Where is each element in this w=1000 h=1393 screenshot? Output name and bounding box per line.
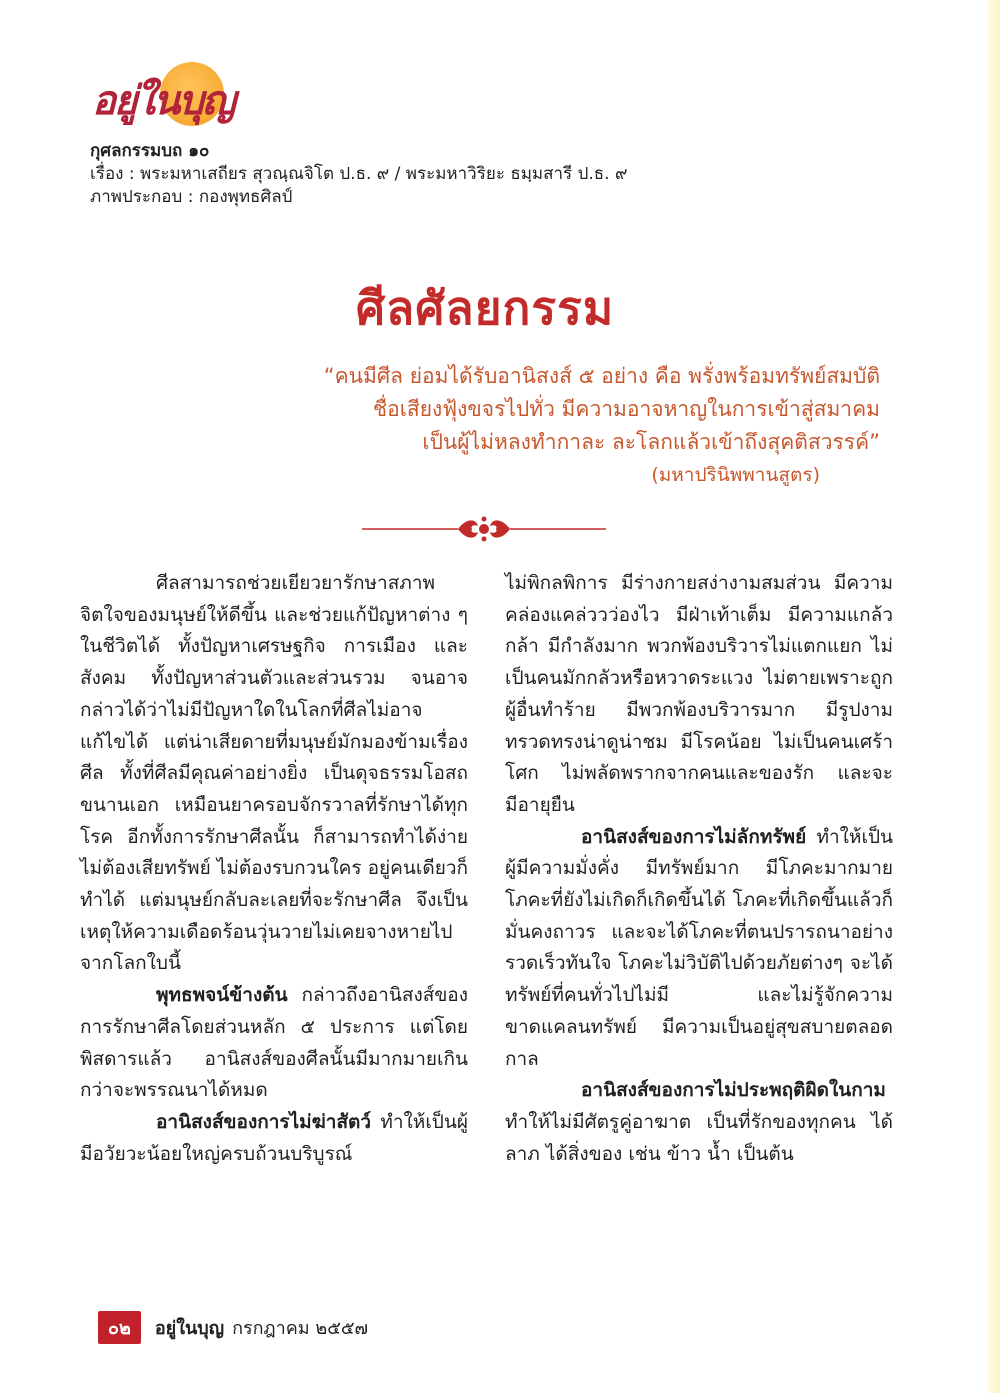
quote-line-2: ชื่อเสียงฟุ้งขจรไปทั่ว มีความอาจหาญในการเข้าสู่สมาคม [372,397,880,421]
paragraph-no-misconduct-heading [505,1075,893,1107]
body-column-left [80,568,468,1170]
author-line: เรื่อง : พระมหาเสถียร สุวณฺณจิโต ป.ธ. ๙ / พระมหาวิริยะ ธมฺมสารี ป.ธ. ๙ [90,164,628,184]
illustration-credit: ภาพประกอบ : กองพุทธศิลป์ [90,187,293,207]
quote-line-1: “คนมีศีล ย่อมได้รับอานิสงส์ ๕ อย่าง คือ พรั่งพร้อมทรัพย์สมบัติ [323,364,880,388]
footer-issue-date: กรกฎาคม ๒๕๕๗ [232,1317,369,1339]
section-name: กุศลกรรมบถ ๑๐ [90,141,210,161]
paragraph-no-stealing [505,822,893,1076]
article-meta [90,140,627,209]
logo-text: อยู่ในบุญ [92,77,234,124]
article-title: ศีลศัลยกรรม [355,281,615,335]
paragraph-no-killing [80,1107,468,1170]
paragraph-no-killing-continued: ไม่พิกลพิการ มีร่างกายสง่างามสมส่วน มีความคล่องแคล่ววว่องไว มีฝ่าเท้าเต็ม มีความแกล้วกล้า มีกำลังมาก พวกพ้องบริวารไม่แตกแยก ไม่เป็นคนมักกลัวหรือหวาดระแวง ไม่ตายเพราะถูกผู้อื่นทำร้าย มีพวกพ้องบริวารมาก มีรูปงาม ทรวดทรงน่าดูน่าชม มีโรคน้อย ไม่เป็นคนเศร้าโศก ไม่พลัดพรากจากคนและของรัก และจะมีอายุยืน [505,572,893,816]
highlight-no-stealing: อานิสงส์ของการไม่ลักทรัพย์ [581,825,807,848]
highlight-no-killing: อานิสงส์ของการไม่ฆ่าสัตว์ [156,1110,372,1133]
page-footer [98,1313,368,1341]
quote-line-3: เป็นผู้ไม่หลงทำกาละ ละโลกแล้วเข้าถึงสุคติสวรรค์” [422,430,880,454]
paragraph-buddha-words [80,980,468,1107]
magazine-logo [92,58,232,130]
highlight-buddha-words: พุทธพจน์ข้างต้น [156,984,288,1007]
paragraph-buddha-words-text: กล่าวถึงอานิสงส์ของการรักษาศีลโดยส่วนหลัก ๕ ประการ แต่โดยพิสดารแล้ว อานิสงส์ของศีลนั้นมีมากมายเกินกว่าจะพรรณนาได้หมด [80,984,468,1102]
highlight-no-misconduct: อานิสงส์ของการไม่ประพฤติผิดในกาม [581,1079,886,1102]
opening-quote [90,360,880,492]
body-column-right [505,568,893,1170]
paragraph-no-killing-text: ทำให้เป็นผู้มีอวัยวะน้อยใหญ่ครบถ้วนบริบูรณ์ [80,1110,468,1165]
page-number-badge: ๐๒ [98,1311,141,1344]
paragraph-no-stealing-text: ทำให้เป็นผู้มีความมั่งคั่ง มีทรัพย์มาก มีโภคะมากมาย โภคะที่ยังไม่เกิดก็เกิดขึ้นได้ โภคะที่เกิดขึ้นแล้วก็มั่นคงถาวร และจะได้โภคะที่ตนปรารถนาอย่างรวดเร็วทันใจ โภคะไม่วิบัติไปด้วยภัยต่างๆ จะได้ทรัพย์ที่คนทั่วไปไม่มี และไม่รู้จักความขาดแคลนทรัพย์ มีความเป็นอยู่สุขสบายตลอดกาล [505,825,893,1070]
flourish-divider-icon [362,514,606,544]
paragraph-no-misconduct: ทำให้ไม่มีศัตรูคู่อาฆาต เป็นที่รักของทุกคน ได้ลาภ ได้สิ่งของ เช่น ข้าว น้ำ เป็นต้น [505,1110,893,1165]
page-edge-strip [988,0,1000,1393]
paragraph-intro: ศีลสามารถช่วยเยียวยารักษาสภาพจิตใจของมนุษย์ให้ดีขึ้น และช่วยแก้ปัญหาต่าง ๆ ในชีวิตได้ ทั้งปัญหาเศรษฐกิจ การเมือง และสังคม ทั้งปัญหาส่วนตัวและส่วนรวม จนอาจกล่าวได้ว่าไม่มีปัญหาใดในโลกที่ศีลไม่อาจแก้ไขได้ แต่น่าเสียดายที่มนุษย์มักมองข้ามเรื่องศีล ทั้งที่ศีลมีคุณค่าอย่างยิ่ง เป็นดุจธรรมโอสถขนานเอก เหมือนยาครอบจักรวาลที่รักษาได้ทุกโรค อีกทั้งการรักษาศีลนั้น ก็สามารถทำได้ง่าย ไม่ต้องเสียทรัพย์ ไม่ต้องรบกวนใคร อยู่คนเดียวก็ทำได้ แต่มนุษย์กลับละเลยที่จะรักษาศีล จึงเป็นเหตุให้ความเดือดร้อนวุ่นวายไม่เคยจางหายไปจากโลกใบนี้ [80,572,468,975]
quote-source: (มหาปรินิพพานสูตร) [651,464,820,486]
footer-magazine-name: อยู่ในบุญ [154,1317,225,1339]
